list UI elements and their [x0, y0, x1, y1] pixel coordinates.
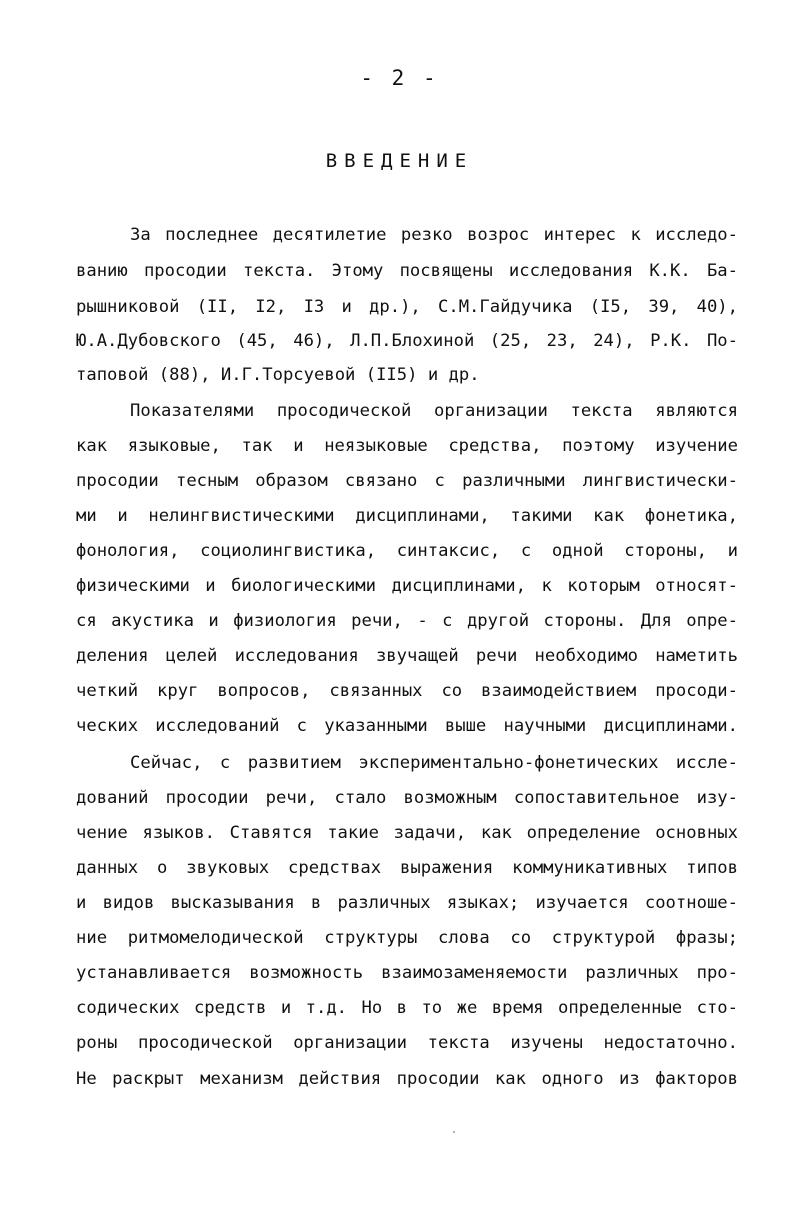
text-line: За последнее десятилетие резко возрос интерес к исследо- [130, 225, 738, 245]
text-line: физическими и биологическими дисциплинами, к которым относят- [76, 576, 738, 596]
text-line: ся акустика и физиология речи, - с другой стороны. Для опре- [76, 611, 738, 631]
text-line: таповой (88), И.Г.Торсуевой (II5) и др. [76, 365, 480, 385]
scan-speck [453, 1131, 455, 1133]
text-line: роны просодической организации текста изучены недостаточно. [76, 1033, 738, 1053]
text-line: Ю.А.Дубовского (45, 46), Л.П.Блохиной (25, 23, 24), Р.К. По- [76, 331, 738, 351]
text-line: деления целей исследования звучащей речи необходимо наметить [76, 646, 738, 666]
text-line: и видов высказывания в различных языках; изучается соотноше- [76, 893, 738, 913]
text-line: устанавливается возможность взаимозаменяемости различных про- [76, 963, 738, 983]
text-line: ние ритмомелодической структуры слова со структурой фразы; [76, 928, 738, 948]
text-line: данных о звуковых средствах выражения коммуникативных типов [76, 858, 738, 878]
text-line: как языковые, так и неязыковые средства, поэтому изучение [76, 436, 738, 456]
text-line: ческих исследований с указанными выше научными дисциплинами. [76, 716, 738, 736]
text-line: четкий круг вопросов, связанных со взаимодействием просоди- [76, 681, 738, 701]
text-line: дований просодии речи, стало возможным сопоставительное изу- [76, 788, 738, 808]
text-line: рышниковой (II, I2, I3 и др.), С.М.Гайдучика (I5, 39, 40), [76, 297, 738, 317]
text-line: просодии тесным образом связано с различными лингвистически- [76, 471, 738, 491]
text-line: содических средств и т.д. Но в то же время определенные сто- [76, 998, 738, 1018]
text-line: чение языков. Ставятся такие задачи, как определение основных [76, 823, 738, 843]
text-line: ми и нелингвистическими дисциплинами, такими как фонетика, [76, 506, 738, 526]
text-line: Не раскрыт механизм действия просодии как одного из факторов [76, 1069, 738, 1089]
page-number: - 2 - [360, 66, 439, 90]
text-line: фонология, социолингвистика, синтаксис, с одной стороны, и [76, 541, 738, 561]
text-line: ванию просодии текста. Этому посвящены исследования К.К. Ба- [76, 261, 738, 281]
text-line: Сейчас, с развитием экспериментально-фонетических иссле- [130, 753, 738, 773]
section-title: ВВЕДЕНИЕ [325, 150, 474, 172]
text-line: Показателями просодической организации текста являются [130, 401, 738, 421]
